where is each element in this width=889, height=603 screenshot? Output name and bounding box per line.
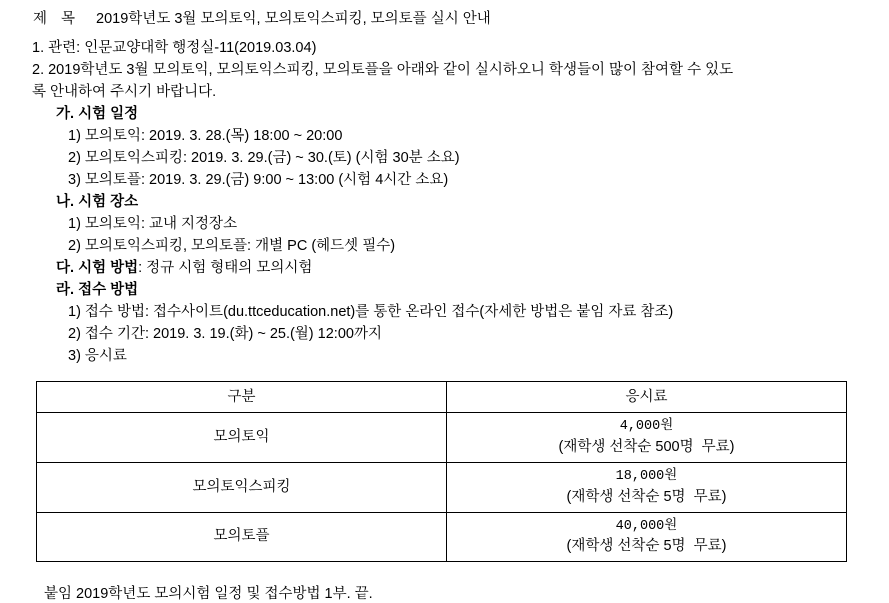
fee-amount: 4,000원	[619, 419, 674, 435]
table-cell-category: 모의토익	[37, 413, 447, 463]
section-item-schedule-3: 3) 모의토플: 2019. 3. 29.(금) 9:00 ~ 13:00 (시험 4시간 소요)	[68, 172, 449, 189]
table-cell-fee	[447, 512, 847, 562]
fee-table	[36, 381, 847, 562]
section-heading-method-suffix: : 정규 시험 형태의 모의시험	[138, 260, 313, 277]
document-title-row	[0, 0, 889, 28]
section-item-application-1: 1) 접수 방법: 접수사이트(du.ttceducation.net)를 통한 온라인 접수(자세한 방법은 붙임 자료 참조)	[68, 304, 674, 321]
body-line-intro-1: 2. 2019학년도 3월 모의토익, 모의토익스피킹, 모의토플을 아래와 같이 실시하오니 학생들이 많이 참여할 수 있도	[32, 62, 734, 79]
body-line-related: 1. 관련: 인문교양대학 행정실-11(2019.03.04)	[32, 40, 317, 56]
section-heading-method-row	[32, 257, 889, 279]
section-heading-application: 라. 접수 방법	[56, 282, 139, 299]
section-heading-location: 나. 시험 장소	[56, 194, 139, 211]
section-item-schedule-2: 2) 모의토익스피킹: 2019. 3. 29.(금) ~ 30.(토) (시험 30분 소요)	[68, 150, 460, 167]
section-heading-method: 다. 시험 방법	[56, 260, 139, 277]
document-footer: 붙임 2019학년도 모의시험 일정 및 접수방법 1부. 끝.	[44, 586, 373, 603]
section-item-location-1: 1) 모의토익: 교내 지정장소	[68, 216, 238, 233]
section-item-application-3: 3) 응시료	[68, 348, 127, 365]
section-item-schedule-1: 1) 모의토익: 2019. 3. 28.(목) 18:00 ~ 20:00	[68, 128, 343, 145]
table-row	[37, 463, 847, 513]
fee-note: (재학생 선착순 5명 무료)	[566, 488, 727, 505]
table-row	[37, 512, 847, 562]
fee-amount: 40,000원	[615, 518, 678, 534]
fee-note: (재학생 선착순 5명 무료)	[566, 538, 727, 555]
table-cell-fee	[447, 463, 847, 513]
section-item-application-2: 2) 접수 기간: 2019. 3. 19.(화) ~ 25.(월) 12:00까지	[68, 326, 382, 343]
document-body	[0, 28, 889, 367]
table-cell-fee	[447, 413, 847, 463]
fee-amount: 18,000원	[615, 469, 678, 485]
body-line-intro-2: 록 안내하여 주시기 바랍니다.	[32, 84, 217, 101]
table-header-category: 구분	[37, 382, 447, 413]
table-header-row	[37, 382, 847, 413]
section-item-location-2: 2) 모의토익스피킹, 모의토플: 개별 PC (헤드셋 필수)	[68, 238, 396, 255]
table-header-fee: 응시료	[447, 382, 847, 413]
table-row	[37, 413, 847, 463]
page-title: 2019학년도 3월 모의토익, 모의토익스피킹, 모의토플 실시 안내	[96, 11, 491, 27]
fee-note: (재학생 선착순 500명 무료)	[558, 439, 735, 456]
table-cell-category: 모의토플	[37, 512, 447, 562]
section-heading-schedule: 가. 시험 일정	[56, 106, 139, 123]
title-label: 제 목	[33, 11, 81, 27]
table-cell-category: 모의토익스피킹	[37, 463, 447, 513]
